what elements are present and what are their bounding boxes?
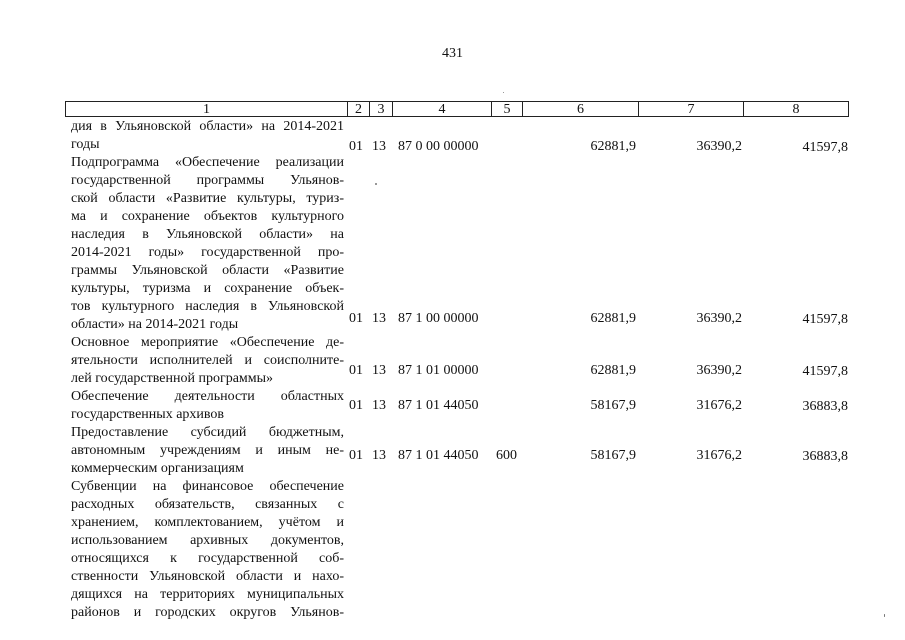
scan-speck [375,183,377,185]
description-line: районов и городских округов Ульянов- [71,605,344,620]
cell-target-code: 87 1 01 00000 [398,363,479,378]
description-line: государственных архивов [71,407,225,422]
cell-section: 01 [349,311,363,326]
cell-section: 01 [349,363,363,378]
cell-amount-2: 36390,2 [696,311,742,326]
cell-amount-3: 36883,8 [802,399,848,414]
description-line: относящихся к государственной соб- [71,551,344,566]
header-col-3: 3 [377,102,385,117]
cell-amount-1: 58167,9 [590,398,636,413]
cell-expense-type: 600 [496,448,517,463]
description-line: использованием архивных документов, [71,533,344,548]
cell-target-code: 87 1 01 44050 [398,448,479,463]
description-line: ятельности исполнителей и соисполните- [71,353,344,368]
cell-section: 01 [349,398,363,413]
cell-amount-3: 41597,8 [802,140,848,155]
description-line: автономным учреждениям и иным не- [71,443,344,458]
cell-subsection: 13 [372,398,386,413]
header-col-7: 7 [687,102,695,117]
scan-speck [884,614,885,617]
cell-amount-1: 62881,9 [590,139,636,154]
cell-amount-2: 31676,2 [696,448,742,463]
description-line: наследия в Ульяновской области» на [71,227,344,242]
description-line: расходных обязательств, связанных с [71,497,344,512]
header-col-1: 1 [203,102,210,117]
cell-subsection: 13 [372,139,386,154]
description-line: годы [71,137,100,152]
description-line: хранением, комплектованием, учётом и [71,515,344,530]
cell-amount-2: 31676,2 [696,398,742,413]
cell-subsection: 13 [372,363,386,378]
description-line: ской области «Развитие культуры, туриз- [71,191,344,206]
cell-amount-3: 41597,8 [802,312,848,327]
cell-amount-3: 41597,8 [802,364,848,379]
description-line: государственной программы Ульянов- [71,173,344,188]
cell-amount-1: 58167,9 [590,448,636,463]
header-col-5: 5 [503,102,511,117]
cell-target-code: 87 1 00 00000 [398,311,479,326]
description-line: ственности Ульяновской области и нахо- [71,569,344,584]
cell-target-code: 87 0 00 00000 [398,139,479,154]
description-line: Подпрограмма «Обеспечение реализации [71,155,344,170]
cell-amount-2: 36390,2 [696,363,742,378]
description-line: граммы Ульяновской области «Развитие [71,263,344,278]
description-line: Основное мероприятие «Обеспечение де- [71,335,344,350]
description-line: Обеспечение деятельности областных [71,389,344,404]
header-col-6: 6 [577,102,584,117]
header-col-4: 4 [438,102,446,117]
cell-amount-3: 36883,8 [802,449,848,464]
description-line: тов культурного наследия в Ульяновской [71,299,344,314]
table-header-row [65,101,849,117]
cell-section: 01 [349,448,363,463]
header-col-8: 8 [792,102,800,117]
description-line: дящихся на территориях муниципальных [71,587,344,602]
cell-section: 01 [349,139,363,154]
cell-subsection: 13 [372,311,386,326]
description-line: лей государственной программы» [71,371,274,386]
scan-speck [503,92,504,93]
cell-amount-1: 62881,9 [590,363,636,378]
cell-subsection: 13 [372,448,386,463]
description-line: 2014-2021 годы» государственной про- [71,245,344,260]
header-col-2: 2 [355,102,362,117]
description-line: Предоставление субсидий бюджетным, [71,425,344,440]
cell-target-code: 87 1 01 44050 [398,398,479,413]
description-line: коммерческим организациям [71,461,244,476]
description-line: культуры, туризма и сохранение объек- [71,281,344,296]
cell-amount-2: 36390,2 [696,139,742,154]
description-line: дия в Ульяновской области» на 2014-2021 [71,119,344,134]
page-number: 431 [442,46,463,61]
description-line: Субвенции на финансовое обеспечение [71,479,344,494]
description-line: ма и сохранение объектов культурного [71,209,344,224]
description-line: области» на 2014-2021 годы [71,317,239,332]
cell-amount-1: 62881,9 [590,311,636,326]
